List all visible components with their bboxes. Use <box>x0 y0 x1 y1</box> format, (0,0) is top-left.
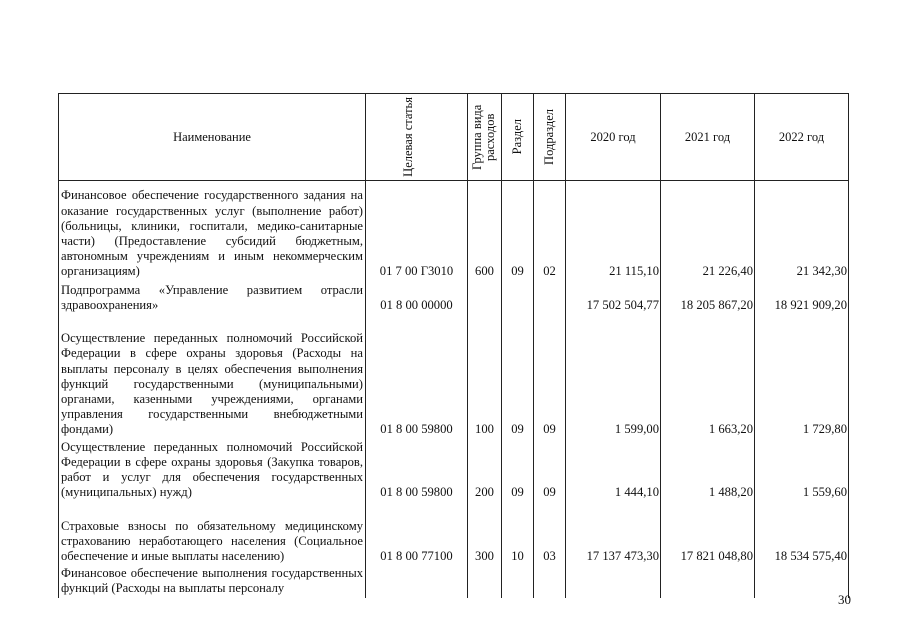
row-name: Финансовое обеспечение государственного задания на оказание государственных услуг (выполнение работ) (больницы, клиники, госпитали, медико-санитарные части) (Предоставление субсидий бюджетным, автономным учреждениям и иным некоммерческим организациям) <box>59 181 366 280</box>
header-group <box>468 94 502 181</box>
row-2020: 17 502 504,77 <box>566 279 661 313</box>
row-2022: 18 534 575,40 <box>755 500 849 564</box>
table-row <box>59 564 849 598</box>
row-target: 01 8 00 59800 <box>366 313 468 437</box>
row-section: 09 <box>502 181 534 280</box>
row-subsection: 09 <box>534 437 566 500</box>
row-section <box>502 279 534 313</box>
row-2021 <box>661 564 755 598</box>
header-2022: 2022 год <box>755 94 849 181</box>
header-subsection-text: Подраздел <box>542 109 556 165</box>
row-2020: 1 599,00 <box>566 313 661 437</box>
row-section: 09 <box>502 313 534 437</box>
row-target: 01 8 00 77100 <box>366 500 468 564</box>
budget-table <box>58 93 849 598</box>
row-group <box>468 279 502 313</box>
table-row <box>59 437 849 500</box>
row-subsection: 09 <box>534 313 566 437</box>
row-2022: 1 559,60 <box>755 437 849 500</box>
row-section: 09 <box>502 437 534 500</box>
row-2022: 18 921 909,20 <box>755 279 849 313</box>
row-2020: 1 444,10 <box>566 437 661 500</box>
row-target: 01 8 00 00000 <box>366 279 468 313</box>
header-subsection <box>534 94 566 181</box>
row-group: 300 <box>468 500 502 564</box>
row-subsection <box>534 564 566 598</box>
row-target: 01 8 00 59800 <box>366 437 468 500</box>
row-name: Осуществление переданных полномочий Российской Федерации в сфере охраны здоровья (Закупка товаров, работ и услуг для обеспечения государственных (муниципальных) нужд) <box>59 437 366 500</box>
row-name: Подпрограмма «Управление развитием отрасли здравоохранения» <box>59 279 366 313</box>
row-group: 600 <box>468 181 502 280</box>
row-group: 200 <box>468 437 502 500</box>
row-2022: 1 729,80 <box>755 313 849 437</box>
row-target <box>366 564 468 598</box>
table-row <box>59 500 849 564</box>
row-subsection <box>534 279 566 313</box>
row-2021: 1 488,20 <box>661 437 755 500</box>
row-group <box>468 564 502 598</box>
page-number: 30 <box>838 592 851 607</box>
row-2022: 21 342,30 <box>755 181 849 280</box>
row-2021: 18 205 867,20 <box>661 279 755 313</box>
row-2020: 21 115,10 <box>566 181 661 280</box>
row-group: 100 <box>468 313 502 437</box>
header-section <box>502 94 534 181</box>
row-2020 <box>566 564 661 598</box>
row-2021: 1 663,20 <box>661 313 755 437</box>
row-2022 <box>755 564 849 598</box>
row-2021: 21 226,40 <box>661 181 755 280</box>
row-subsection: 02 <box>534 181 566 280</box>
row-subsection: 03 <box>534 500 566 564</box>
header-2020: 2020 год <box>566 94 661 181</box>
row-section <box>502 564 534 598</box>
table-row <box>59 313 849 437</box>
header-name: Наименование <box>59 94 366 181</box>
header-target <box>366 94 468 181</box>
header-2021: 2021 год <box>661 94 755 181</box>
row-2021: 17 821 048,80 <box>661 500 755 564</box>
row-target: 01 7 00 Г3010 <box>366 181 468 280</box>
header-section-text: Раздел <box>510 119 524 155</box>
row-name: Финансовое обеспечение выполнения государственных функций (Расходы на выплаты персоналу <box>59 564 366 598</box>
row-section: 10 <box>502 500 534 564</box>
row-name: Осуществление переданных полномочий Российской Федерации в сфере охраны здоровья (Расходы на выплаты персоналу в целях обеспечения выполнения функций государственными (муниципальными) органами, казенными учреждениями, органами управления государственными внебюджетными фондами) <box>59 313 366 437</box>
row-name: Страховые взносы по обязательному медицинскому страхованию неработающего населения (Социальное обеспечение и иные выплаты населению) <box>59 500 366 564</box>
row-2020: 17 137 473,30 <box>566 500 661 564</box>
table-row <box>59 279 849 313</box>
header-target-text: Целевая статья <box>400 97 415 177</box>
table-row <box>59 181 849 280</box>
header-group-text: Группа вида расходов <box>469 104 497 170</box>
header-row <box>59 94 849 181</box>
